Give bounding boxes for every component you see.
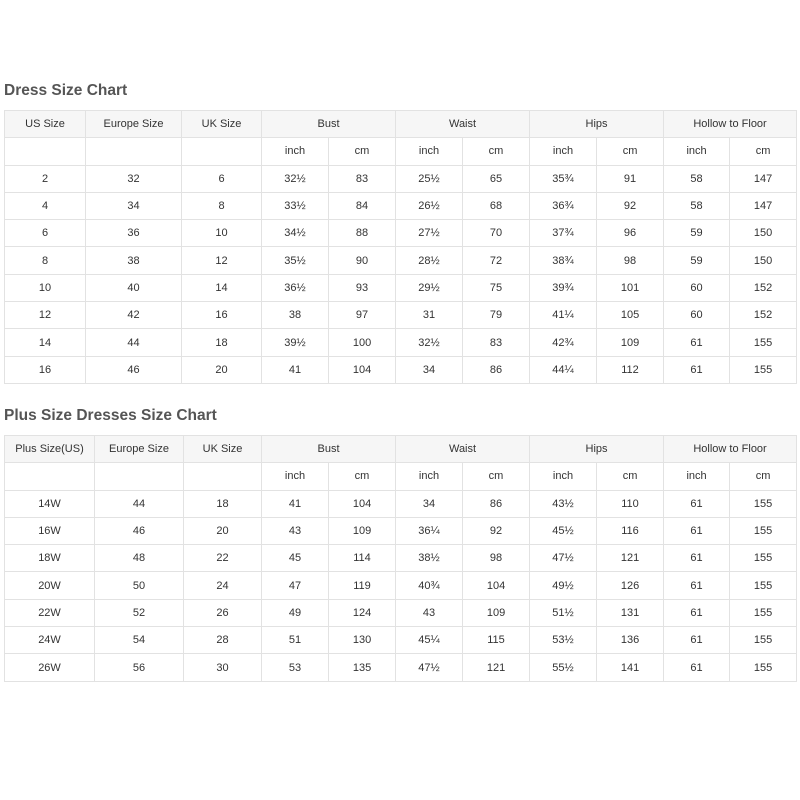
- uk-size-header: UK Size: [184, 436, 262, 463]
- table-cell: 30: [184, 654, 262, 681]
- table-cell: 83: [329, 165, 396, 192]
- table-cell: 115: [463, 627, 530, 654]
- table-cell: 38½: [396, 545, 463, 572]
- table-cell: 61: [664, 545, 730, 572]
- table-cell: 58: [664, 165, 730, 192]
- table-cell: 36¼: [396, 517, 463, 544]
- table-cell: 44: [95, 490, 184, 517]
- table-cell: 45: [262, 545, 329, 572]
- table-cell: 61: [664, 490, 730, 517]
- table-cell: 28½: [396, 247, 463, 274]
- hips-cm-header: cm: [597, 463, 664, 490]
- table-cell: 36½: [262, 274, 329, 301]
- table-cell: 116: [597, 517, 664, 544]
- table-cell: 60: [664, 302, 730, 329]
- table-cell: 27½: [396, 220, 463, 247]
- table-cell: 105: [597, 302, 664, 329]
- table-cell: 41: [262, 356, 329, 383]
- table-row: [5, 599, 797, 626]
- table-cell: 18: [184, 490, 262, 517]
- table-cell: 46: [95, 517, 184, 544]
- hollow-to-floor-header: Hollow to Floor: [664, 436, 797, 463]
- table-cell: 155: [730, 356, 797, 383]
- table-cell: 60: [664, 274, 730, 301]
- table-cell: 96: [597, 220, 664, 247]
- table-cell: 54: [95, 627, 184, 654]
- table-cell: 98: [463, 545, 530, 572]
- table-cell: 49: [262, 599, 329, 626]
- table-cell: 14W: [5, 490, 95, 517]
- bust-header: Bust: [262, 436, 396, 463]
- table-cell: 22: [184, 545, 262, 572]
- table-cell: 61: [664, 627, 730, 654]
- table-cell: 44¼: [530, 356, 597, 383]
- table-cell: 70: [463, 220, 530, 247]
- table-cell: 20W: [5, 572, 95, 599]
- table-cell: 2: [5, 165, 86, 192]
- table-cell: 28: [184, 627, 262, 654]
- table-cell: 16: [5, 356, 86, 383]
- table-row: [5, 165, 797, 192]
- table-cell: 91: [597, 165, 664, 192]
- table-cell: 24: [184, 572, 262, 599]
- table-cell: 32½: [396, 329, 463, 356]
- table-cell: 155: [730, 572, 797, 599]
- table-cell: 109: [329, 517, 396, 544]
- table-cell: 61: [664, 599, 730, 626]
- table-cell: 35¾: [530, 165, 597, 192]
- table-cell: 38¾: [530, 247, 597, 274]
- table-cell: 34: [86, 192, 182, 219]
- table-cell: 45½: [530, 517, 597, 544]
- table-cell: 84: [329, 192, 396, 219]
- table-cell: 40: [86, 274, 182, 301]
- us-size-header: US Size: [5, 111, 86, 138]
- table-cell: 83: [463, 329, 530, 356]
- table-cell: 51: [262, 627, 329, 654]
- table-cell: 41: [262, 490, 329, 517]
- table-cell: 8: [182, 192, 262, 219]
- table-cell: 126: [597, 572, 664, 599]
- table-cell: 36: [86, 220, 182, 247]
- table-cell: 8: [5, 247, 86, 274]
- table-cell: 33½: [262, 192, 329, 219]
- table-cell: 20: [184, 517, 262, 544]
- table-cell: 104: [329, 490, 396, 517]
- table-cell: 20: [182, 356, 262, 383]
- waist-header: Waist: [396, 436, 530, 463]
- table-cell: 61: [664, 654, 730, 681]
- table-cell: 53½: [530, 627, 597, 654]
- table-row: [5, 192, 797, 219]
- table-cell: 37¾: [530, 220, 597, 247]
- table-cell: 24W: [5, 627, 95, 654]
- table-cell: 68: [463, 192, 530, 219]
- plus-table-body: [5, 490, 797, 681]
- table-row: [5, 356, 797, 383]
- hips-cm-header: cm: [597, 138, 664, 165]
- table-cell: 47½: [530, 545, 597, 572]
- table-cell: 10: [182, 220, 262, 247]
- plus-unit-row: [5, 463, 797, 490]
- hips-header: Hips: [530, 436, 664, 463]
- blank-cell: [95, 463, 184, 490]
- table-cell: 155: [730, 654, 797, 681]
- table-cell: 147: [730, 165, 797, 192]
- table-cell: 40¾: [396, 572, 463, 599]
- table-cell: 141: [597, 654, 664, 681]
- table-cell: 38: [86, 247, 182, 274]
- dress-header-row: [5, 111, 797, 138]
- table-cell: 22W: [5, 599, 95, 626]
- table-cell: 101: [597, 274, 664, 301]
- table-cell: 61: [664, 572, 730, 599]
- table-cell: 41¼: [530, 302, 597, 329]
- hips-inch-header: inch: [530, 138, 597, 165]
- plus-header-row: [5, 436, 797, 463]
- waist-cm-header: cm: [463, 138, 530, 165]
- hollow-cm-header: cm: [730, 463, 797, 490]
- table-cell: 47: [262, 572, 329, 599]
- table-cell: 50: [95, 572, 184, 599]
- table-cell: 61: [664, 356, 730, 383]
- table-cell: 44: [86, 329, 182, 356]
- table-cell: 26½: [396, 192, 463, 219]
- table-cell: 6: [182, 165, 262, 192]
- table-cell: 104: [463, 572, 530, 599]
- table-cell: 136: [597, 627, 664, 654]
- table-cell: 25½: [396, 165, 463, 192]
- dress-table-body: [5, 165, 797, 383]
- table-cell: 90: [329, 247, 396, 274]
- table-cell: 155: [730, 490, 797, 517]
- table-cell: 114: [329, 545, 396, 572]
- table-cell: 135: [329, 654, 396, 681]
- table-cell: 26W: [5, 654, 95, 681]
- table-cell: 18: [182, 329, 262, 356]
- table-row: [5, 220, 797, 247]
- table-cell: 48: [95, 545, 184, 572]
- table-cell: 121: [463, 654, 530, 681]
- table-cell: 14: [182, 274, 262, 301]
- table-cell: 46: [86, 356, 182, 383]
- hips-inch-header: inch: [530, 463, 597, 490]
- blank-cell: [5, 463, 95, 490]
- table-cell: 43: [396, 599, 463, 626]
- table-cell: 86: [463, 490, 530, 517]
- table-cell: 12: [5, 302, 86, 329]
- table-cell: 34½: [262, 220, 329, 247]
- table-cell: 14: [5, 329, 86, 356]
- table-cell: 147: [730, 192, 797, 219]
- blank-cell: [184, 463, 262, 490]
- table-cell: 97: [329, 302, 396, 329]
- table-cell: 6: [5, 220, 86, 247]
- table-cell: 72: [463, 247, 530, 274]
- table-cell: 109: [597, 329, 664, 356]
- table-cell: 112: [597, 356, 664, 383]
- table-cell: 31: [396, 302, 463, 329]
- table-cell: 93: [329, 274, 396, 301]
- table-cell: 49½: [530, 572, 597, 599]
- table-cell: 16: [182, 302, 262, 329]
- hips-header: Hips: [530, 111, 664, 138]
- table-cell: 32½: [262, 165, 329, 192]
- europe-size-header: Europe Size: [95, 436, 184, 463]
- table-cell: 119: [329, 572, 396, 599]
- table-cell: 86: [463, 356, 530, 383]
- table-cell: 34: [396, 490, 463, 517]
- table-cell: 4: [5, 192, 86, 219]
- table-cell: 150: [730, 220, 797, 247]
- table-cell: 58: [664, 192, 730, 219]
- table-row: [5, 517, 797, 544]
- blank-cell: [182, 138, 262, 165]
- europe-size-header: Europe Size: [86, 111, 182, 138]
- table-cell: 59: [664, 247, 730, 274]
- table-cell: 51½: [530, 599, 597, 626]
- table-cell: 104: [329, 356, 396, 383]
- table-cell: 155: [730, 517, 797, 544]
- hollow-cm-header: cm: [730, 138, 797, 165]
- table-cell: 110: [597, 490, 664, 517]
- table-cell: 35½: [262, 247, 329, 274]
- table-cell: 42: [86, 302, 182, 329]
- bust-cm-header: cm: [329, 463, 396, 490]
- table-cell: 61: [664, 329, 730, 356]
- table-cell: 92: [463, 517, 530, 544]
- dress-size-chart-title: Dress Size Chart: [4, 82, 128, 99]
- table-cell: 39¾: [530, 274, 597, 301]
- hollow-inch-header: inch: [664, 138, 730, 165]
- table-cell: 26: [184, 599, 262, 626]
- table-cell: 59: [664, 220, 730, 247]
- table-cell: 36¾: [530, 192, 597, 219]
- hollow-inch-header: inch: [664, 463, 730, 490]
- table-cell: 130: [329, 627, 396, 654]
- table-cell: 39½: [262, 329, 329, 356]
- table-cell: 92: [597, 192, 664, 219]
- table-cell: 75: [463, 274, 530, 301]
- bust-header: Bust: [262, 111, 396, 138]
- table-cell: 43: [262, 517, 329, 544]
- table-cell: 65: [463, 165, 530, 192]
- table-cell: 43½: [530, 490, 597, 517]
- table-cell: 18W: [5, 545, 95, 572]
- table-cell: 53: [262, 654, 329, 681]
- blank-cell: [5, 138, 86, 165]
- waist-header: Waist: [396, 111, 530, 138]
- bust-inch-header: inch: [262, 463, 329, 490]
- table-cell: 42¾: [530, 329, 597, 356]
- table-cell: 152: [730, 302, 797, 329]
- table-cell: 109: [463, 599, 530, 626]
- table-cell: 155: [730, 627, 797, 654]
- plus-size-chart-title: Plus Size Dresses Size Chart: [4, 407, 217, 424]
- table-cell: 38: [262, 302, 329, 329]
- table-cell: 61: [664, 517, 730, 544]
- table-cell: 88: [329, 220, 396, 247]
- table-cell: 29½: [396, 274, 463, 301]
- table-cell: 55½: [530, 654, 597, 681]
- table-cell: 98: [597, 247, 664, 274]
- waist-inch-header: inch: [396, 463, 463, 490]
- table-row: [5, 274, 797, 301]
- table-cell: 10: [5, 274, 86, 301]
- bust-inch-header: inch: [262, 138, 329, 165]
- table-cell: 155: [730, 545, 797, 572]
- table-cell: 32: [86, 165, 182, 192]
- table-cell: 121: [597, 545, 664, 572]
- table-row: [5, 572, 797, 599]
- table-cell: 124: [329, 599, 396, 626]
- table-row: [5, 329, 797, 356]
- table-cell: 155: [730, 599, 797, 626]
- blank-cell: [86, 138, 182, 165]
- table-cell: 79: [463, 302, 530, 329]
- table-cell: 52: [95, 599, 184, 626]
- dress-size-table: [4, 110, 797, 384]
- waist-inch-header: inch: [396, 138, 463, 165]
- plus-size-table: [4, 435, 797, 682]
- table-cell: 47½: [396, 654, 463, 681]
- table-cell: 131: [597, 599, 664, 626]
- dress-unit-row: [5, 138, 797, 165]
- table-cell: 34: [396, 356, 463, 383]
- hollow-to-floor-header: Hollow to Floor: [664, 111, 797, 138]
- table-cell: 16W: [5, 517, 95, 544]
- table-cell: 155: [730, 329, 797, 356]
- table-cell: 152: [730, 274, 797, 301]
- table-row: [5, 545, 797, 572]
- table-row: [5, 627, 797, 654]
- table-cell: 56: [95, 654, 184, 681]
- table-row: [5, 302, 797, 329]
- plus-size-us-header: Plus Size(US): [5, 436, 95, 463]
- table-cell: 100: [329, 329, 396, 356]
- table-cell: 12: [182, 247, 262, 274]
- uk-size-header: UK Size: [182, 111, 262, 138]
- table-row: [5, 247, 797, 274]
- table-row: [5, 490, 797, 517]
- table-row: [5, 654, 797, 681]
- table-cell: 150: [730, 247, 797, 274]
- table-cell: 45¼: [396, 627, 463, 654]
- bust-cm-header: cm: [329, 138, 396, 165]
- waist-cm-header: cm: [463, 463, 530, 490]
